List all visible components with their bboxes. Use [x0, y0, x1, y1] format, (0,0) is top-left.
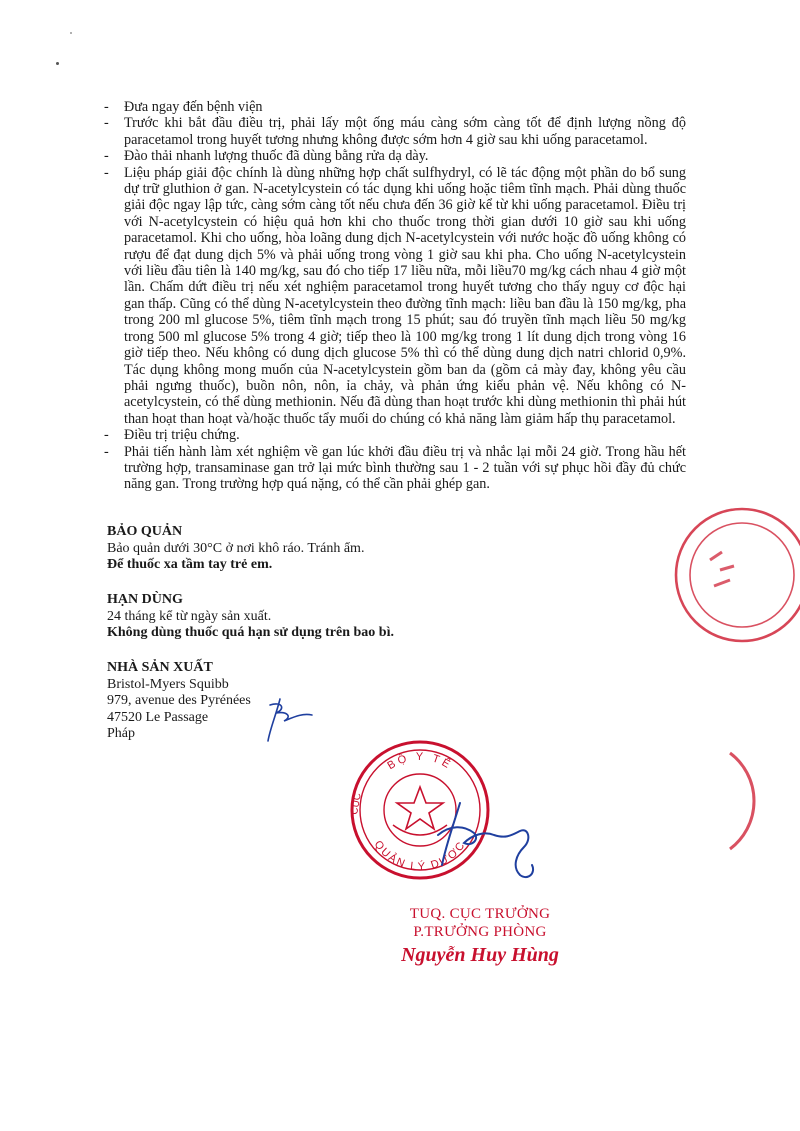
list-item: - Đào thải nhanh lượng thuốc đã dùng bằng rửa dạ dày. [104, 148, 686, 164]
manufacturer-heading: NHÀ SẢN XUẤT [107, 660, 213, 675]
list-item: - Liệu pháp giải độc chính là dùng những hợp chất sulfhydryl, có lẽ tác động một phần do bổ sung dự trữ gluthion ở gan. N-acetylcystein có tác dụng khi uống hoặc tiêm tĩnh mạch. Phải dùng thuốc giải độc ngay lập tức, càng sớm càng tốt nếu chưa đến 36 giờ kể từ khi uống paracetamol. Điều trị với N-acetylcystein có hiệu quả hơn khi cho thuốc trong thời gian dưới 10 giờ sau khi uống paracetamol. Khi cho uống, hòa loãng dung dịch N-acetylcystein với nước hoặc đồ uống không có rượu để đạt dung dịch 5% và phải uống trong vòng 1 giờ sau khi pha. Cho uống N-acetylcystein với liều đầu tiên là 140 mg/kg, sau đó cho tiếp 17 liều nữa, mỗi liều70 mg/kg cách nhau 4 giờ một lần. Chấm dứt điều trị nếu xét nghiệm paracetamol trong huyết tương cho thấy nguy cơ độc hại gan thấp. Cũng có thể dùng N-acetylcystein theo đường tĩnh mạch: liều ban đầu là 150 mg/kg, pha trong 200 ml glucose 5%, tiêm tĩnh mạch trong 15 phút; sau đó truyền tĩnh mạch liều 50 mg/kg trong 500 ml glucose 5% trong 4 giờ; tiếp theo là 100 mg/kg trong 1 lít dung dịch trong vòng 16 giờ tiếp theo. Nếu không có dung dịch glucose 5% thì có thể dùng dung dịch natri chlorid 0,9%. Tác dụng không mong muốn của N-acetylcystein gồm ban da (gồm cả mày đay, không yêu cầu phải ngưng thuốc), buồn nôn, nôn, ỉa chảy, và phản ứng kiểu phản vệ. Nếu không có N-acetylcystein, có thể dùng methionin. Nếu đã dùng than hoạt trước khi dùng methionin thì phải hút than hoạt than hoạt và/hoặc thuốc tẩy muối do chúng có khả năng làm giảm hấp thụ paracetamol. [104, 165, 686, 428]
signatory-name: Nguyễn Huy Hùng [401, 944, 559, 966]
manufacturer-country: Pháp [107, 726, 135, 742]
storage-warning: Để thuốc xa tầm tay trẻ em. [107, 557, 273, 573]
manufacturer-address: 979, avenue des Pyrénées [107, 693, 251, 709]
signature-title: TUQ. CỤC TRƯỞNG [409, 906, 551, 922]
scan-speck [70, 32, 72, 34]
expiry-section [107, 592, 394, 642]
list-item: - Điều trị triệu chứng. [104, 427, 686, 443]
list-item: - Trước khi bắt đầu điều trị, phải lấy một ống máu càng sớm càng tốt để định lượng nồng độ paracetamol trong huyết tương nhưng không được sớm hơn 4 giờ sau khi uống paracetamol. [104, 115, 686, 148]
company-stamp-partial [630, 500, 800, 650]
storage-line: Bảo quản dưới 30°C ở nơi khô ráo. Tránh ẩm. [107, 540, 365, 556]
seal-top-text: BỘ Y TẾ [385, 750, 455, 773]
seal-side-text: CỤC [349, 792, 364, 816]
overdose-treatment-list [104, 99, 686, 493]
storage-heading: BẢO QUẢN [107, 524, 183, 539]
list-item: - Đưa ngay đến bệnh viện [104, 99, 686, 115]
director-signature [420, 795, 560, 885]
svg-text:BỘ Y TẾ [385, 751, 455, 772]
list-item: - Phải tiến hành làm xét nghiệm về gan lúc khởi đầu điều trị và nhắc lại mỗi 24 giờ. Trong hầu hết trường hợp, transaminase gan trở lại mức bình thường sau 1 - 2 tuần với sự phục hồi đầy đủ chức năng gan. Trong trường hợp quá nặng, có thể cần phải ghép gan. [104, 444, 686, 493]
storage-section [107, 524, 364, 574]
stamp-arc-partial [700, 745, 800, 855]
signature-position: P.TRƯỞNG PHÒNG [413, 924, 547, 940]
initials-signature [262, 695, 322, 750]
signature-block [380, 905, 580, 969]
manufacturer-address: 47520 Le Passage [107, 709, 209, 725]
expiry-warning: Không dùng thuốc quá hạn sử dụng trên bao bì. [107, 625, 394, 641]
scan-speck [56, 62, 59, 65]
manufacturer-section [107, 660, 251, 743]
expiry-heading: HẠN DÙNG [107, 592, 183, 607]
manufacturer-name: Bristol-Myers Squibb [107, 676, 229, 692]
expiry-line: 24 tháng kể từ ngày sản xuất. [107, 608, 272, 624]
seal-bottom-text: QUẢN LÝ DƯỢC [371, 838, 469, 874]
